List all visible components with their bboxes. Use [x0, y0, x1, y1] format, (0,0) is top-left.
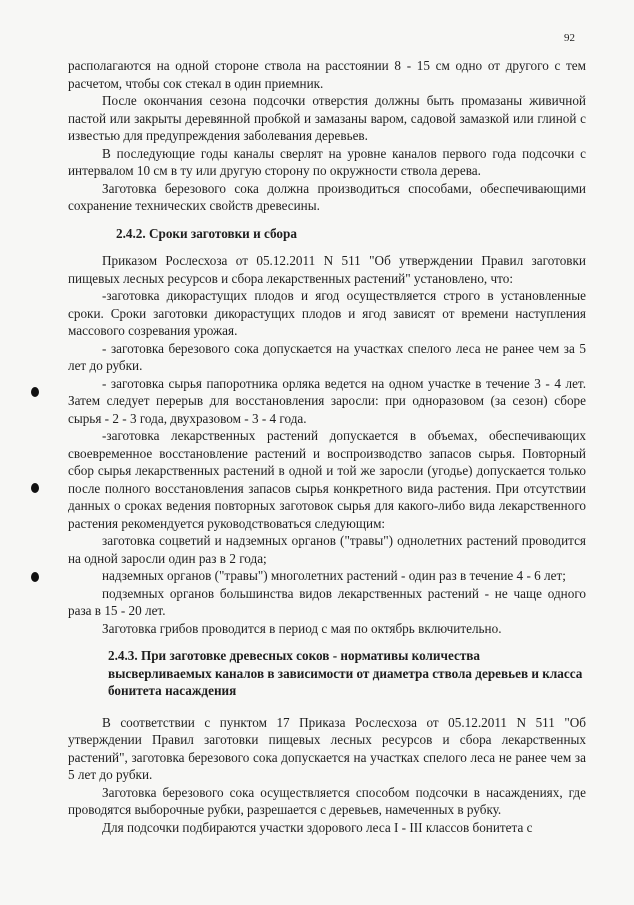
punch-hole-mark [31, 483, 39, 493]
paragraph: В соответствии с пунктом 17 Приказа Рослесхоза от 05.12.2011 N 511 "Об утверждении Правил заготовки пищевых лесных ресурсов и сбора лекарственных растений", заготовка березового сока допускается на участках спелого леса не ранее чем за 5 лет до рубки. [68, 714, 586, 782]
paragraph: надземных органов ("травы") многолетних растений - один раз в течение 4 - 6 лет; [102, 568, 566, 583]
punch-hole-mark [31, 572, 39, 582]
paragraph: подземных органов большинства видов лекарственных растений - не чаще одного раза в 15 - 20 лет. [68, 585, 586, 618]
section-heading: 2.4.2. Сроки заготовки и сбора [116, 225, 297, 241]
paragraph: - заготовка березового сока допускается на участках спелого леса не ранее чем за 5 лет до рубки. [68, 340, 586, 373]
page-number: 92 [564, 32, 575, 44]
section-heading: 2.4.3. При заготовке древесных соков - нормативы количества высверливаемых каналов в зависимости от диаметра ствола деревьев и класса бонитета насаждения [108, 648, 583, 698]
paragraph: Для подсочки подбираются участки здорового леса I - III классов бонитета с [102, 819, 533, 835]
paragraph: -заготовка дикорастущих плодов и ягод осуществляется строго в установленные сроки. Сроки заготовки дикорастущих плодов и ягод зависят от времени наступления массового созревания урожая. [68, 288, 586, 338]
paragraph: Заготовка березового сока должна производиться способами, обеспечивающими сохранение технических свойств древесины. [68, 180, 586, 213]
paragraph: Приказом Рослесхоза от 05.12.2011 N 511 "Об утверждении Правил заготовки пищевых лесных ресурсов и сбора лекарственных растений" установлено, что: [68, 253, 586, 286]
paragraph: - заготовка сырья папоротника орляка ведется на одном участке в течение 3 - 4 лет. Затем следует перерыв для восстановления заросли: при одноразовом (за сезон) сборе сырья - 2 - 3 года, двухразовом - 3 - 4 года. [68, 375, 586, 426]
punch-hole-mark [31, 387, 39, 397]
paragraph: Заготовка березового сока осуществляется способом подсочки в насаждениях, где проводятся выборочные рубки, разрешается с деревьев, намеченных в рубку. [68, 784, 586, 817]
paragraph: В последующие годы каналы сверлят на уровне каналов первого года подсочки с интервалом 10 см в ту или другую сторону по окружности ствола дерева. [68, 145, 586, 178]
paragraph: После окончания сезона подсочки отверстия должны быть промазаны живичной пастой или закрыты деревянной пробкой и замазаны варом, садовой замазкой или глиной с известью для предупреждения заболевания деревьев. [68, 93, 586, 143]
paragraph: Заготовка грибов проводится в период с мая по октябрь включительно. [102, 620, 502, 636]
paragraph: заготовка соцветий и надземных органов ("травы") однолетних растений проводится на одной заросли один раз в 2 года; [68, 533, 586, 566]
document-body [68, 57, 586, 836]
paragraph: -заготовка лекарственных растений допускается в объемах, обеспечивающих своевременное восстановление растений и воспроизводство запасов сырья. Повторный сбор сырья лекарственных растений в одной и той же заросли (угодье) допускается только после полного восстановления запасов сырья конкретного вида растения. При отсутствии данных о сроках ведения повторных заготовок сырья для какого-либо вида лекарственного растения рекомендуется руководствоваться следующим: [68, 428, 586, 531]
paragraph: располагаются на одной стороне ствола на расстоянии 8 - 15 см одно от другого с тем расчетом, чтобы сок стекал в один приемник. [68, 58, 586, 91]
